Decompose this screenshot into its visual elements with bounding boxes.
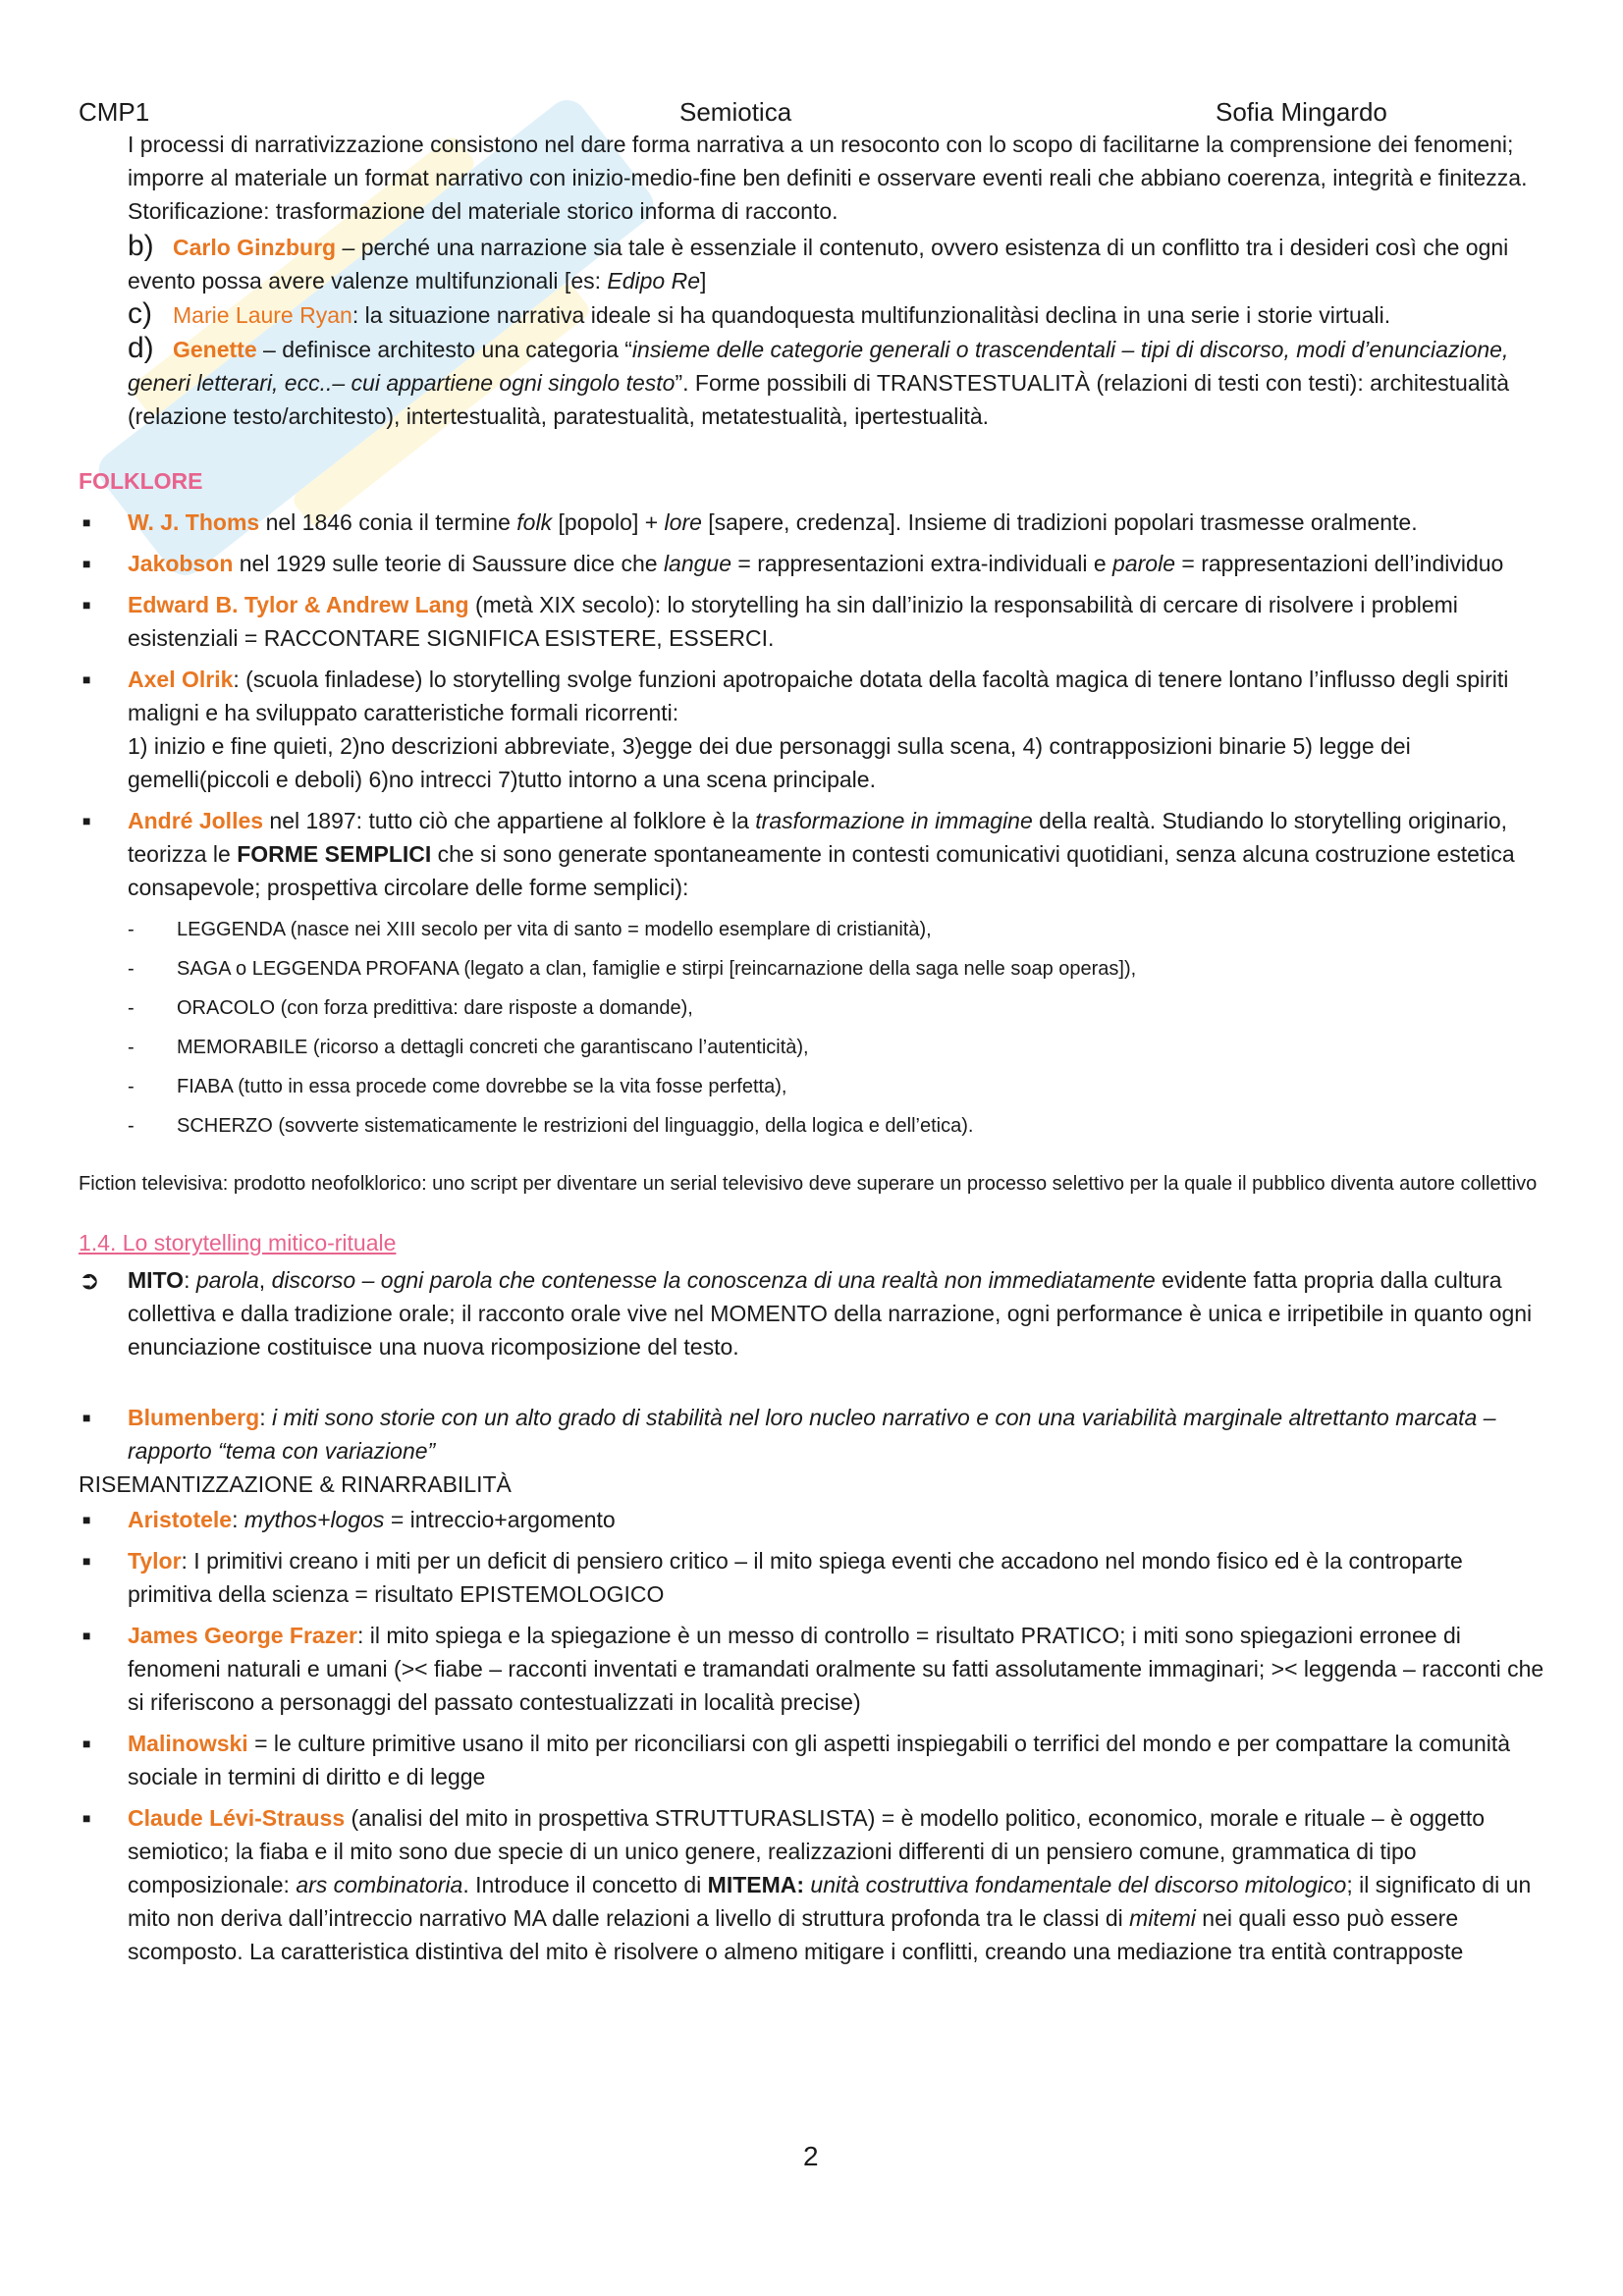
author-genette: Genette xyxy=(173,337,257,362)
bullet-aristotele: ■ Aristotele: mythos+logos = intreccio+argomento xyxy=(82,1507,616,1532)
folklore-heading: FOLKLORE xyxy=(79,468,203,494)
mito-definition: ➲ MITO: parola, discorso – ogni parola che contenesse la conoscenza di una realtà non immediatamente evidente fatta propria dalla cultura collettiva e dalla tradizione orale; il racconto orale vive nel MOMENTO della narrazione, ogni performance è unica e irripetibile in quanto ogni enunciazione costituisce una nuova ricomposizione del testo. xyxy=(79,1265,1533,1360)
page-header xyxy=(79,95,1404,131)
item-d: d) Genette – definisce architesto una categoria “insieme delle categorie generali o trascendentali – tipi di discorso, modi d’enunciazione, generi letterari, ecc..– cui appartiene ogni singolo testo”. Forme possibili di TRANSTESTUALITÀ (relazioni di testi con testi): architestualità (relazione testo/architesto), intertestualità, paratestualità, metatestualità, ipertestualità. xyxy=(128,332,1510,429)
bullet-jolles: ■ André Jolles nel 1897: tutto ciò che appartiene al folklore è la trasformazione in immagine della realtà. Studiando lo storytelling originario, teorizza le FORME SEMPLICI che si sono generate spontaneamente in contesti comunicativi quotidiani, senza alcuna costruzione estetica consapevole; prospettiva circolare delle forme semplici): xyxy=(82,808,1515,900)
item-b: b) Carlo Ginzburg – perché una narrazione sia tale è essenziale il contenuto, ovvero esistenza di un conflitto tra i desideri così che ogni evento possa avere valenze multifunzionali [es: Edipo Re] xyxy=(128,230,1509,294)
header-author: Sofia Mingardo xyxy=(1216,97,1387,127)
header-course: CMP1 xyxy=(79,97,150,127)
page-content xyxy=(79,128,1551,1968)
bullet-levi-strauss: ■ Claude Lévi-Strauss (analisi del mito in prospettiva STRUTTURASLISTA) = è modello politico, economico, morale e rituale – è oggetto semiotico; la fiaba e il mito sono due specie di un unico genere, realizzazioni differenti di un pensiero comune, grammatica di tipo composizionale: ars combinatoria. Introduce il concetto di MITEMA: unità costruttiva fondamentale del discorso mitologico; il significato di un mito non deriva dall’intreccio narrativo MA dalle relazioni a livello di struttura profonda tra le classi di mitemi nei quali esso può essere scomposto. La caratteristica distintiva del mito è risolvere o almeno mitigare i conflitti, creando una mediazione tra entità contrapposte xyxy=(82,1805,1532,1964)
intro-paragraph: I processi di narrativizzazione consistono nel dare forma narrativa a un resoconto con lo scopo di facilitarne la comprensione dei fenomeni; imporre al materiale un format narrativo con inizio-medio-fine ben definiti e osservare eventi reali che abbiano coerenza, integrità e finitezza. Storificazione: trasformazione del materiale storico informa di racconto. xyxy=(128,132,1528,224)
bullet-thoms: ■ W. J. Thoms nel 1846 conia il termine folk [popolo] + lore [sapere, credenza]. Insieme di tradizioni popolari trasmesse oralmente. xyxy=(82,509,1418,535)
author-ryan: Marie Laure Ryan xyxy=(173,302,352,328)
fiction-note: Fiction televisiva: prodotto neofolklorico: uno script per diventare un serial televisivo deve superare un processo selettivo per la quale il pubblico diventa autore collettivo xyxy=(79,1173,1538,1195)
section-link-mitico-rituale[interactable]: 1.4. Lo storytelling mitico-rituale xyxy=(79,1230,397,1255)
author-ginzburg: Carlo Ginzburg xyxy=(173,235,337,260)
bullet-olrik: ■ Axel Olrik: (scuola finladese) lo storytelling svolge funzioni apotropaiche dotata della facoltà magica di tenere lontano l’influsso degli spiriti maligni e ha sviluppato caratteristiche formali ricorrenti: 1) inizio e fine quieti, 2)no descrizioni abbreviate, 3)egge dei due personaggi sulla scena, 4) contrapposizioni binarie 5) legge dei gemelli(piccoli e deboli) 6)no intrecci 7)tutto intorno a una scena principale. xyxy=(82,667,1509,792)
bullet-tylor-lang: ■ Edward B. Tylor & Andrew Lang (metà XIX secolo): lo storytelling ha sin dall’inizio la responsabilità di cercare di risolvere i problemi esistenziali = RACCONTARE SIGNIFICA ESISTERE, ESSERCI. xyxy=(82,592,1458,651)
bullet-tylor: ■ Tylor: I primitivi creano i miti per un deficit di pensiero critico – il mito spiega eventi che accadono nel mondo fisico ed è la controparte primitiva della scienza = risultato EPISTEMOLOGICO xyxy=(82,1548,1463,1607)
header-subject: Semiotica xyxy=(679,97,792,127)
form-saga: - SAGA o LEGGENDA PROFANA (legato a clan, famiglie e stirpi [reincarnazione della saga nelle soap operas]), xyxy=(128,958,1137,980)
form-fiaba: - FIABA (tutto in essa procede come dovrebbe se la vita fosse perfetta), xyxy=(128,1076,787,1097)
bullet-malinowski: ■ Malinowski = le culture primitive usano il mito per riconciliarsi con gli aspetti inspiegabili o terrifici del mondo e per compattare la comunità sociale in termini di diritto e di legge xyxy=(82,1731,1511,1789)
bullet-jakobson: ■ Jakobson nel 1929 sulle teorie di Saussure dice che langue = rappresentazioni extra-individuali e parole = rappresentazioni dell’individuo xyxy=(82,551,1504,576)
item-c: c) Marie Laure Ryan: la situazione narrativa ideale si ha quandoquesta multifunzionalitàsi declina in una serie i storie virtuali. xyxy=(128,297,1391,330)
form-leggenda: - LEGGENDA (nasce nei XIII secolo per vita di santo = modello esemplare di cristianità), xyxy=(128,919,932,940)
risemantizzazione-heading: RISEMANTIZZAZIONE & RINARRABILITÀ xyxy=(79,1471,512,1497)
arrow-icon: ➲ xyxy=(79,1265,100,1295)
page-number: 2 xyxy=(803,2141,819,2171)
form-memorabile: - MEMORABILE (ricorso a dettagli concreti che garantiscano l’autenticità), xyxy=(128,1037,809,1058)
bullet-frazer: ■ James George Frazer: il mito spiega e la spiegazione è un messo di controllo = risultato PRATICO; i miti sono spiegazioni erronee di fenomeni naturali e umani (>< fiabe – racconti inventati e tramandati oralmente su fatti assolutamente immaginari; >< leggenda – racconti che si riferiscono a personaggi del passato contestualizzati in località precise) xyxy=(82,1623,1544,1715)
form-scherzo: - SCHERZO (sovverte sistematicamente le restrizioni del linguaggio, della logica e dell’etica). xyxy=(128,1115,974,1137)
form-oracolo: - ORACOLO (con forza predittiva: dare risposte a domande), xyxy=(128,997,693,1019)
bullet-blumenberg: ■ Blumenberg: i miti sono storie con un alto grado di stabilità nel loro nucleo narrativo e con una variabilità marginale altrettanto marcata – rapporto “tema con variazione” xyxy=(82,1405,1496,1464)
